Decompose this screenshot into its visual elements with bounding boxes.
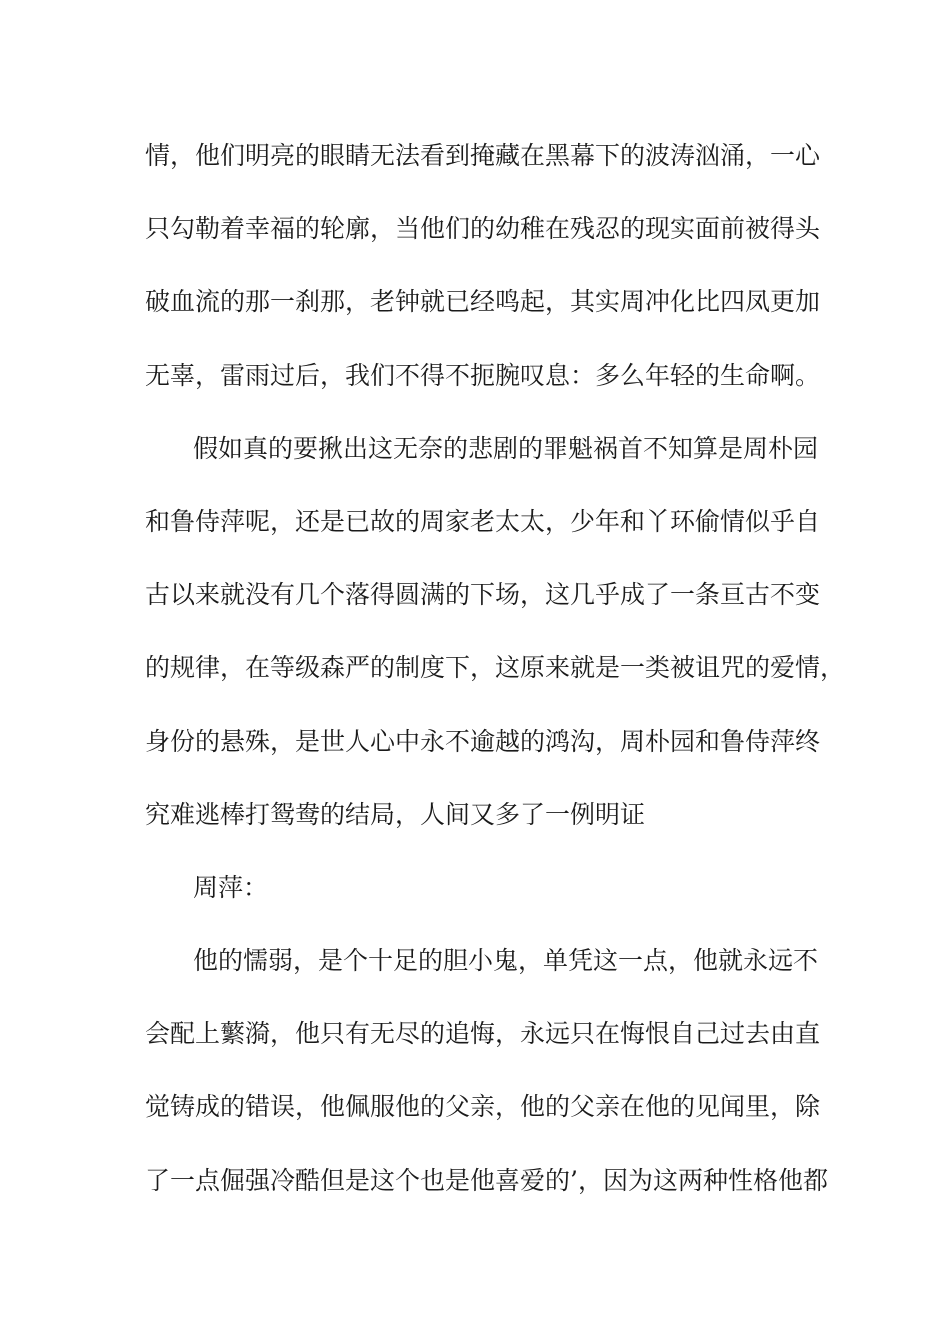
text-line-5: 假如真的要揪出这无奈的悲剧的罪魁祸首不知算是周朴园: [193, 433, 819, 463]
text-line-10: 究难逃棒打鸳鸯的结局，人间又多了一例明证: [145, 799, 646, 829]
text-line-12: 他的懦弱，是个十足的胆小鬼，单凭这一点，他就永远不: [193, 946, 819, 976]
text-line-4: 无辜，雷雨过后，我们不得不扼腕叹息：多么年轻的生命啊。: [145, 360, 821, 390]
text-line-7: 古以来就没有几个落得圆满的下场，这几乎成了一条亘古不变: [145, 580, 821, 610]
text-line-6: 和鲁侍萍呢，还是已故的周家老太太，少年和丫环偷情似乎自: [145, 506, 821, 536]
body-text: [145, 127, 846, 1225]
text-line-3: 破血流的那一刹那，老钟就已经鸣起，其实周冲化比四凤更加: [145, 287, 821, 317]
text-line-2: 只勾勒着幸福的轮廓，当他们的幼稚在残忍的现实面前被得头: [145, 214, 821, 244]
text-line-8: 的规律，在等级森严的制度下，这原来就是一类被诅咒的爱情，: [145, 653, 846, 683]
text-line-1: 情，他们明亮的眼睛无法看到掩藏在黑幕下的波涛汹涌，一心: [145, 141, 821, 170]
text-line-15: 了一点倔强冷酷但是这个也是他喜爱的’，因为这两种性格他都: [145, 1165, 828, 1195]
text-line-9: 身份的悬殊，是世人心中永不逾越的鸿沟，周朴园和鲁侍萍终: [145, 726, 821, 756]
text-line-13: 会配上蘩漪，他只有无尽的追悔，永远只在悔恨自己过去由直: [145, 1019, 821, 1049]
text-line-14: 觉铸成的错误，他佩服他的父亲，他的父亲在他的见闻里，除: [145, 1092, 821, 1122]
section-heading-zhouping: 周萍：: [193, 872, 269, 902]
